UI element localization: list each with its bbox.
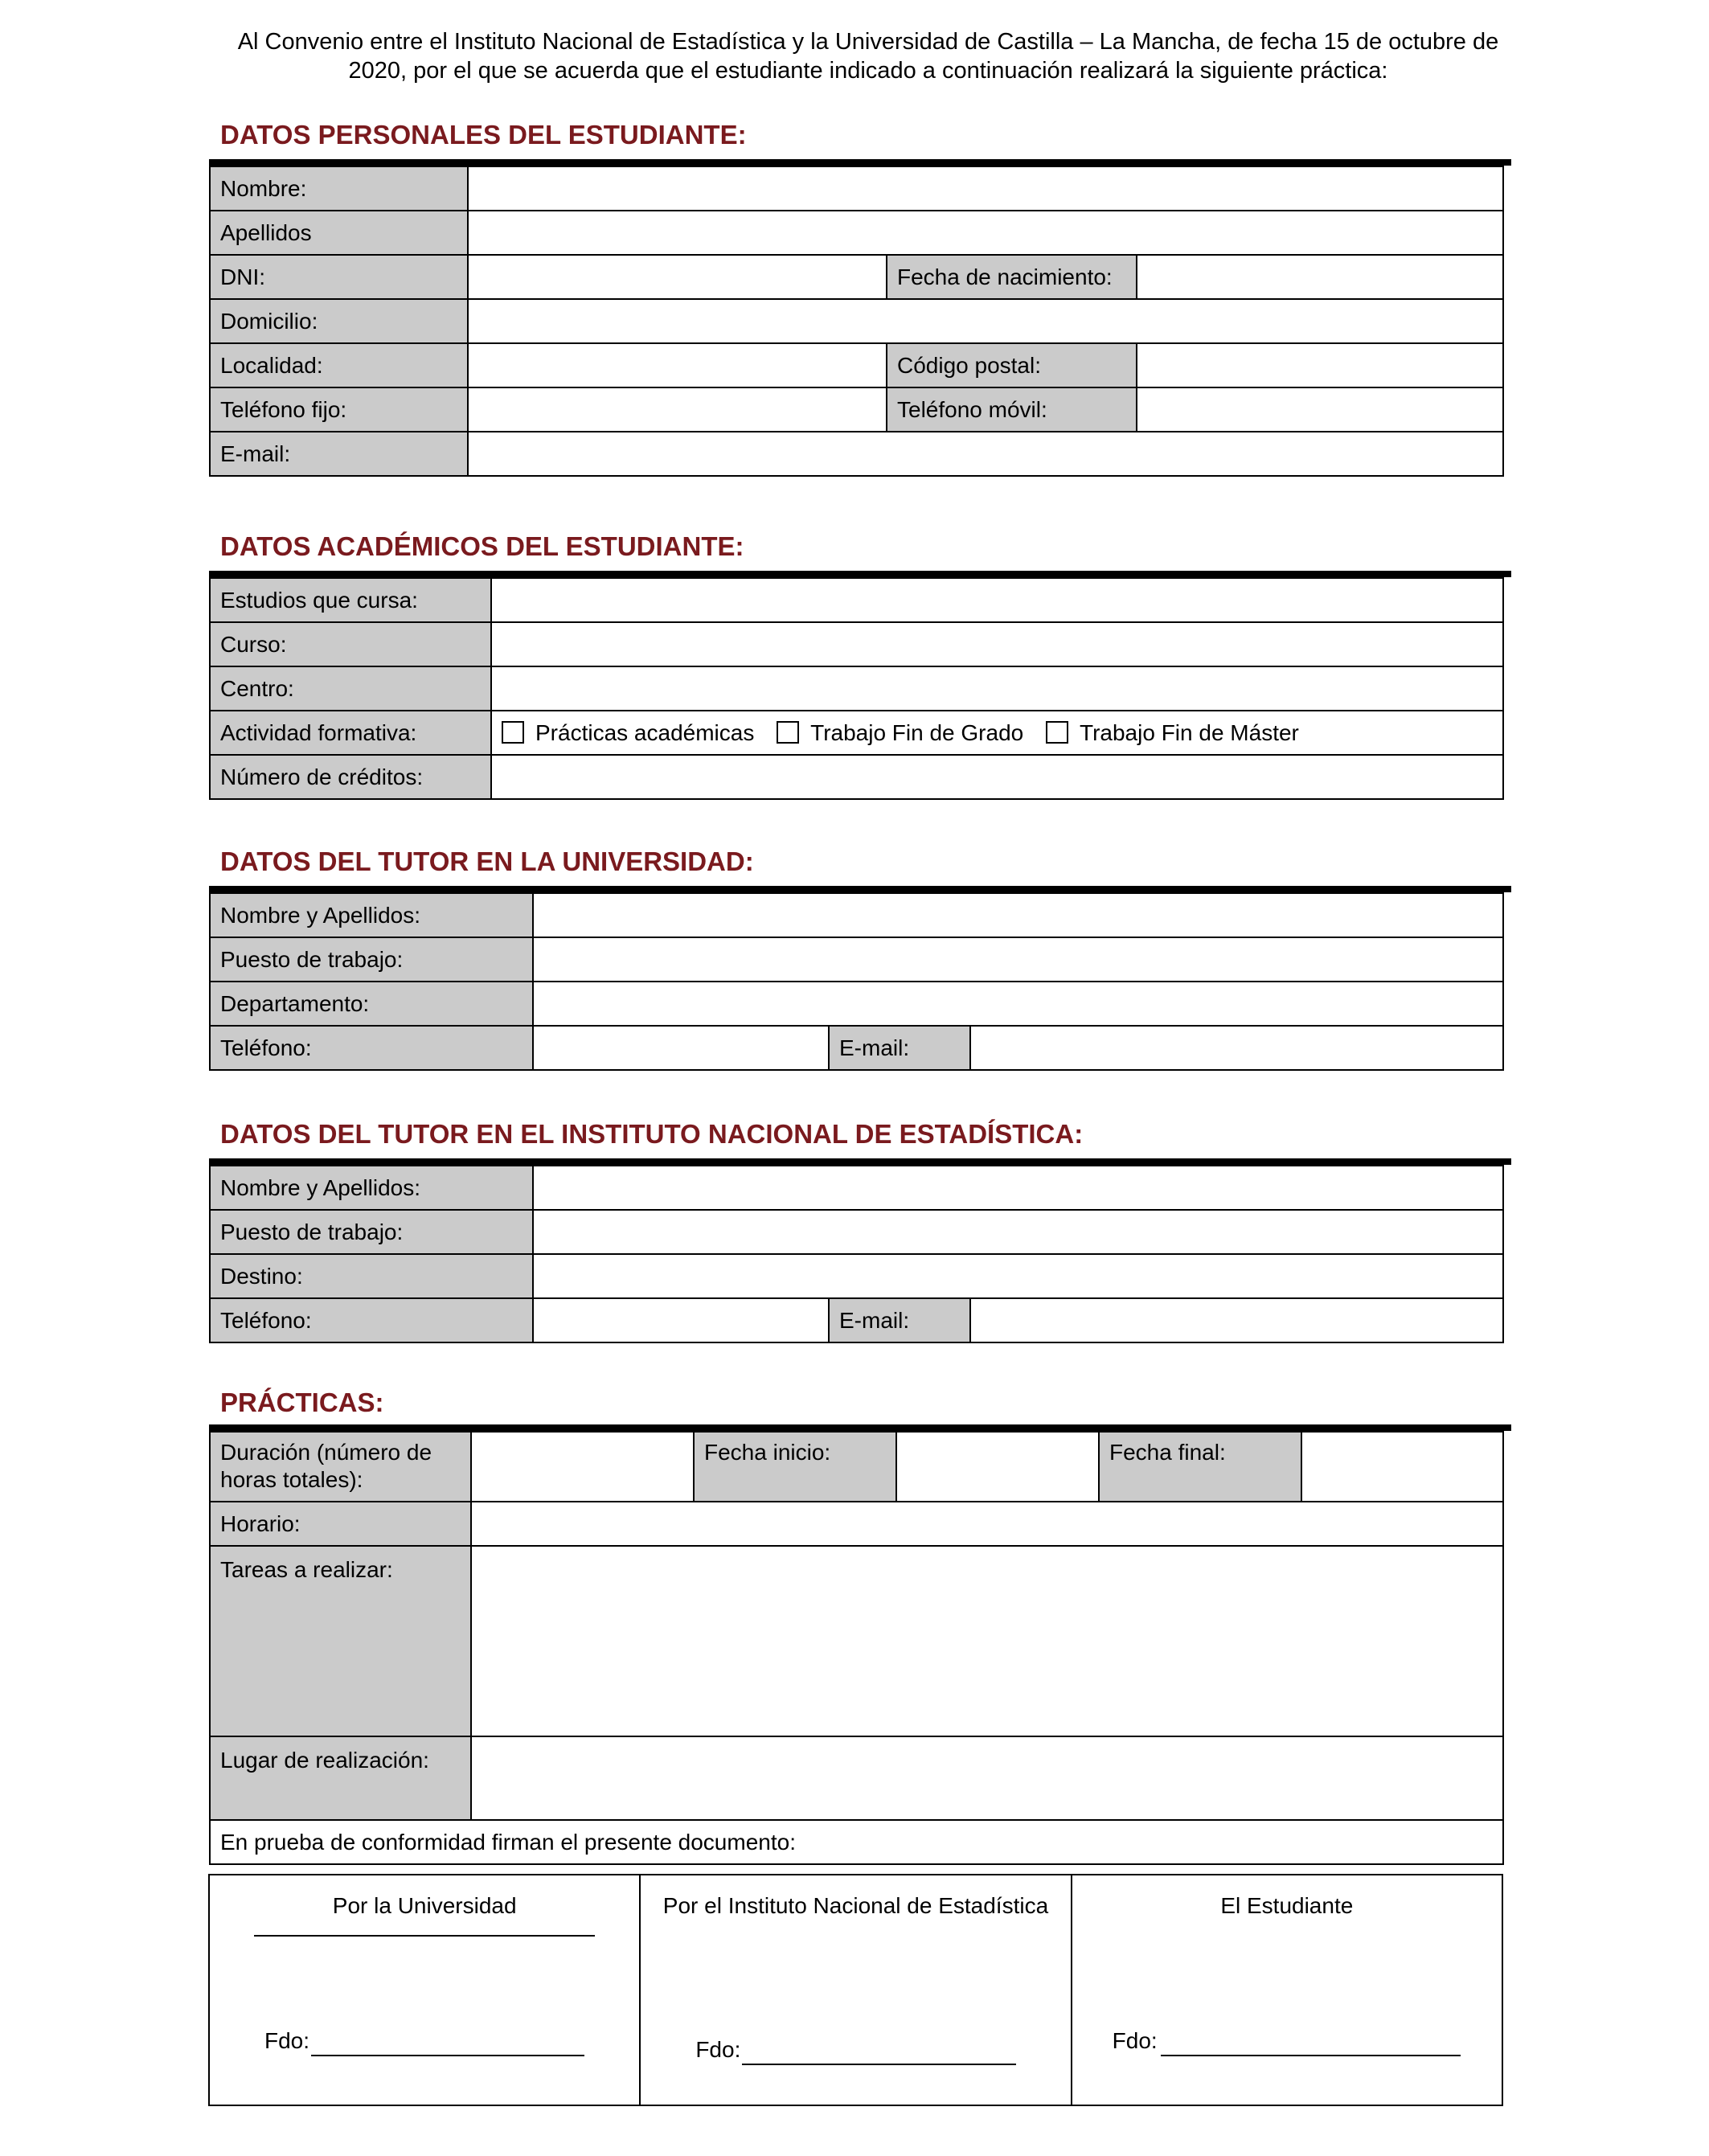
label-horario: Horario: — [210, 1502, 471, 1546]
signature-estudiante — [1072, 1875, 1502, 2105]
field-tutor-ine-nombre[interactable] — [533, 1166, 1503, 1210]
fdo-line[interactable] — [311, 2055, 584, 2056]
field-tutor-ine-telefono[interactable] — [533, 1298, 829, 1342]
field-tutor-ine-puesto[interactable] — [533, 1210, 1503, 1254]
label-fecha-nacimiento: Fecha de nacimiento: — [887, 255, 1137, 299]
checkbox-practicas[interactable] — [502, 721, 524, 744]
field-centro[interactable] — [491, 666, 1503, 711]
label-localidad: Localidad: — [210, 343, 468, 387]
label-nombre: Nombre: — [210, 166, 468, 211]
section-rule — [209, 1424, 1511, 1431]
label-tutor-uni-telefono: Teléfono: — [210, 1026, 533, 1070]
field-apellidos[interactable] — [468, 211, 1503, 255]
label-fecha-inicio: Fecha inicio: — [694, 1432, 896, 1502]
label-actividad: Actividad formativa: — [210, 711, 491, 755]
option-tfm[interactable]: Trabajo Fin de Máster — [1046, 720, 1299, 745]
section-title-personal: DATOS PERSONALES DEL ESTUDIANTE: — [220, 120, 747, 150]
field-curso[interactable] — [491, 622, 1503, 666]
label-dni: DNI: — [210, 255, 468, 299]
field-tareas[interactable] — [471, 1546, 1503, 1736]
label-duracion: Duración (número de horas totales): — [210, 1432, 471, 1502]
conformidad-text: En prueba de conformidad firman el presente documento: — [210, 1820, 1503, 1864]
signature-estudiante-label: El Estudiante — [1220, 1893, 1354, 1918]
label-telefono-movil: Teléfono móvil: — [887, 387, 1137, 432]
section-title-tutor-ine: DATOS DEL TUTOR EN EL INSTITUTO NACIONAL DE ESTADÍSTICA: — [220, 1119, 1084, 1149]
label-domicilio: Domicilio: — [210, 299, 468, 343]
signature-block — [208, 1874, 1503, 2106]
field-tutor-ine-email[interactable] — [970, 1298, 1503, 1342]
intro-text: Al Convenio entre el Instituto Nacional de Estadística y la Universidad de Castilla – La Mancha, de fecha 15 de octubre de 2020, por el que se acuerda que el estudiante indicado a continuación realizará la siguiente práctica: — [237, 29, 1499, 84]
label-tareas: Tareas a realizar: — [210, 1546, 471, 1736]
field-tutor-ine-destino[interactable] — [533, 1254, 1503, 1298]
field-tutor-uni-puesto[interactable] — [533, 937, 1503, 982]
label-tutor-uni-departamento: Departamento: — [210, 982, 533, 1026]
signature-line[interactable] — [254, 1935, 595, 1937]
field-duracion[interactable] — [471, 1432, 694, 1502]
section-title-practicas: PRÁCTICAS: — [220, 1387, 384, 1417]
field-tutor-uni-email[interactable] — [970, 1026, 1503, 1070]
signature-ine-label: Por el Instituto Nacional de Estadística — [662, 1893, 1049, 1918]
field-horario[interactable] — [471, 1502, 1503, 1546]
field-email[interactable] — [468, 432, 1503, 476]
field-dni[interactable] — [468, 255, 887, 299]
label-curso: Curso: — [210, 622, 491, 666]
label-tutor-ine-puesto: Puesto de trabajo: — [210, 1210, 533, 1254]
label-apellidos: Apellidos — [210, 211, 468, 255]
label-tutor-uni-nombre: Nombre y Apellidos: — [210, 893, 533, 937]
label-telefono-fijo: Teléfono fijo: — [210, 387, 468, 432]
label-fecha-final: Fecha final: — [1099, 1432, 1301, 1502]
field-tutor-uni-departamento[interactable] — [533, 982, 1503, 1026]
field-localidad[interactable] — [468, 343, 887, 387]
field-lugar[interactable] — [471, 1736, 1503, 1820]
label-centro: Centro: — [210, 666, 491, 711]
checkbox-tfm[interactable] — [1046, 721, 1068, 744]
academic-data-table — [209, 577, 1504, 800]
section-rule — [209, 159, 1511, 166]
checkbox-tfg[interactable] — [777, 721, 799, 744]
option-practicas[interactable]: Prácticas académicas — [502, 720, 754, 745]
fdo-line[interactable] — [1161, 2055, 1461, 2056]
field-estudios[interactable] — [491, 578, 1503, 622]
fdo-label: Fdo: — [1112, 2028, 1158, 2053]
field-fecha-final[interactable] — [1301, 1432, 1503, 1502]
actividad-options — [491, 711, 1503, 755]
tutor-ine-table — [209, 1165, 1504, 1343]
label-email: E-mail: — [210, 432, 468, 476]
field-tutor-uni-nombre[interactable] — [533, 893, 1503, 937]
option-tfg[interactable]: Trabajo Fin de Grado — [777, 720, 1023, 745]
field-telefono-movil[interactable] — [1137, 387, 1503, 432]
field-fecha-inicio[interactable] — [896, 1432, 1099, 1502]
field-tutor-uni-telefono[interactable] — [533, 1026, 829, 1070]
label-tutor-ine-telefono: Teléfono: — [210, 1298, 533, 1342]
label-tutor-ine-destino: Destino: — [210, 1254, 533, 1298]
personal-data-table — [209, 166, 1504, 477]
label-tutor-uni-email: E-mail: — [829, 1026, 970, 1070]
label-lugar: Lugar de realización: — [210, 1736, 471, 1820]
signature-universidad-label: Por la Universidad — [332, 1893, 517, 1918]
tutor-uni-table — [209, 892, 1504, 1071]
field-codigo-postal[interactable] — [1137, 343, 1503, 387]
label-codigo-postal: Código postal: — [887, 343, 1137, 387]
section-rule — [209, 571, 1511, 577]
label-creditos: Número de créditos: — [210, 755, 491, 799]
section-rule — [209, 886, 1511, 892]
label-tutor-ine-email: E-mail: — [829, 1298, 970, 1342]
field-creditos[interactable] — [491, 755, 1503, 799]
section-title-tutor-uni: DATOS DEL TUTOR EN LA UNIVERSIDAD: — [220, 846, 754, 876]
fdo-line[interactable] — [742, 2064, 1016, 2065]
fdo-label: Fdo: — [264, 2028, 310, 2053]
field-domicilio[interactable] — [468, 299, 1503, 343]
label-tutor-uni-puesto: Puesto de trabajo: — [210, 937, 533, 982]
field-telefono-fijo[interactable] — [468, 387, 887, 432]
practicas-table — [209, 1431, 1504, 1865]
fdo-label: Fdo: — [695, 2037, 741, 2062]
section-rule — [209, 1158, 1511, 1165]
field-nombre[interactable] — [468, 166, 1503, 211]
signature-ine — [641, 1875, 1072, 2105]
signature-universidad — [210, 1875, 641, 2105]
field-fecha-nacimiento[interactable] — [1137, 255, 1503, 299]
section-title-academic: DATOS ACADÉMICOS DEL ESTUDIANTE: — [220, 531, 744, 561]
label-tutor-ine-nombre: Nombre y Apellidos: — [210, 1166, 533, 1210]
label-estudios: Estudios que cursa: — [210, 578, 491, 622]
